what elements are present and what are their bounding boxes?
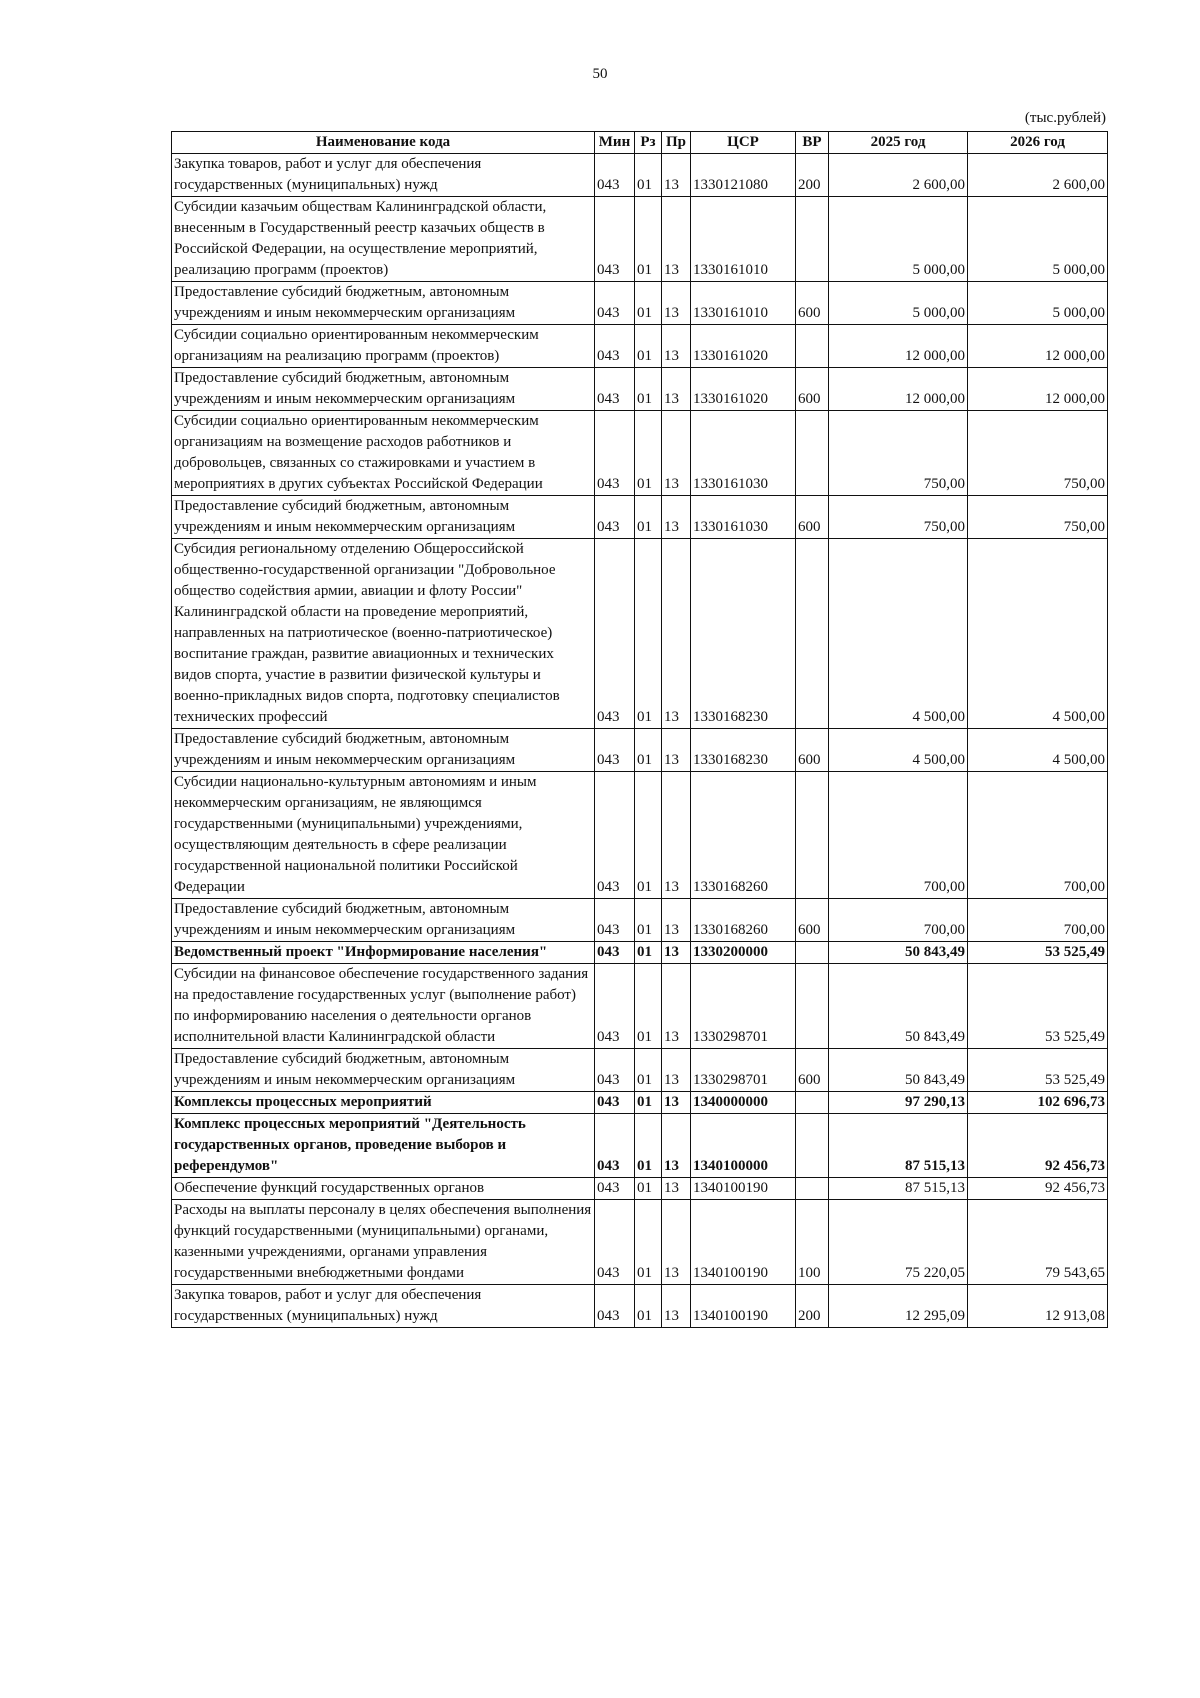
cell-rz: 01: [635, 772, 662, 899]
cell-name: Обеспечение функций государственных органов: [172, 1178, 595, 1200]
cell-csr: 1330161030: [691, 411, 796, 496]
cell-2026: 53 525,49: [968, 942, 1108, 964]
cell-min: 043: [595, 1092, 635, 1114]
cell-vr: [796, 325, 829, 368]
cell-rz: 01: [635, 154, 662, 197]
cell-csr: 1330168260: [691, 772, 796, 899]
cell-rz: 01: [635, 942, 662, 964]
cell-name: Закупка товаров, работ и услуг для обеспечения государственных (муниципальных) нужд: [172, 154, 595, 197]
cell-pr: 13: [662, 197, 691, 282]
cell-min: 043: [595, 772, 635, 899]
cell-2025: 97 290,13: [829, 1092, 968, 1114]
cell-2025: 700,00: [829, 899, 968, 942]
cell-name: Субсидии на финансовое обеспечение государственного задания на предоставление государственных услуг (выполнение работ) по информированию населения о деятельности органов исполнительной власти Калининградской области: [172, 964, 595, 1049]
cell-rz: 01: [635, 1114, 662, 1178]
cell-min: 043: [595, 899, 635, 942]
cell-csr: 1340100000: [691, 1114, 796, 1178]
cell-rz: 01: [635, 368, 662, 411]
cell-csr: 1330121080: [691, 154, 796, 197]
table-row: [172, 411, 1108, 496]
cell-2025: 700,00: [829, 772, 968, 899]
cell-vr: [796, 1092, 829, 1114]
cell-name: Комплексы процессных мероприятий: [172, 1092, 595, 1114]
cell-2025: 2 600,00: [829, 154, 968, 197]
cell-pr: 13: [662, 154, 691, 197]
cell-pr: 13: [662, 496, 691, 539]
cell-rz: 01: [635, 282, 662, 325]
cell-min: 043: [595, 539, 635, 729]
cell-name: Закупка товаров, работ и услуг для обеспечения государственных (муниципальных) нужд: [172, 1285, 595, 1328]
table-row: [172, 1092, 1108, 1114]
cell-name: Ведомственный проект "Информирование населения": [172, 942, 595, 964]
cell-csr: 1340100190: [691, 1178, 796, 1200]
cell-name: Предоставление субсидий бюджетным, автономным учреждениям и иным некоммерческим организациям: [172, 729, 595, 772]
cell-name: Субсидии социально ориентированным некоммерческим организациям на возмещение расходов работников и добровольцев, связанных со стажировками и участием в мероприятиях в других субъектах Российской Федерации: [172, 411, 595, 496]
cell-pr: 13: [662, 942, 691, 964]
cell-csr: 1330161030: [691, 496, 796, 539]
table-row: [172, 325, 1108, 368]
cell-name: Предоставление субсидий бюджетным, автономным учреждениям и иным некоммерческим организациям: [172, 282, 595, 325]
cell-name: Предоставление субсидий бюджетным, автономным учреждениям и иным некоммерческим организациям: [172, 368, 595, 411]
cell-2025: 87 515,13: [829, 1114, 968, 1178]
cell-vr: 600: [796, 729, 829, 772]
cell-2026: 750,00: [968, 496, 1108, 539]
cell-pr: 13: [662, 1200, 691, 1285]
cell-rz: 01: [635, 964, 662, 1049]
cell-vr: 200: [796, 154, 829, 197]
cell-min: 043: [595, 325, 635, 368]
cell-vr: 600: [796, 368, 829, 411]
cell-2026: 53 525,49: [968, 964, 1108, 1049]
cell-min: 043: [595, 1285, 635, 1328]
cell-csr: 1330161020: [691, 368, 796, 411]
header-pr: Пр: [662, 132, 691, 154]
table-row: [172, 496, 1108, 539]
header-2026: 2026 год: [968, 132, 1108, 154]
cell-min: 043: [595, 964, 635, 1049]
header-min: Мин: [595, 132, 635, 154]
cell-vr: 600: [796, 282, 829, 325]
cell-vr: [796, 1178, 829, 1200]
cell-csr: 1340000000: [691, 1092, 796, 1114]
cell-csr: 1330168230: [691, 539, 796, 729]
units-label: (тыс.рублей): [1024, 110, 1106, 126]
cell-rz: 01: [635, 1092, 662, 1114]
cell-2026: 5 000,00: [968, 282, 1108, 325]
cell-name: Субсидии национально-культурным автономиям и иным некоммерческим организациям, не являющимся государственными (муниципальными) учреждениями, осуществляющим деятельность в сфере реализации государственной национальной политики Российской Федерации: [172, 772, 595, 899]
cell-name: Субсидии казачьим обществам Калининградской области, внесенным в Государственный реестр казачьих обществ в Российской Федерации, на осуществление мероприятий, реализацию программ (проектов): [172, 197, 595, 282]
cell-vr: 200: [796, 1285, 829, 1328]
table-row: [172, 942, 1108, 964]
cell-csr: 1330200000: [691, 942, 796, 964]
cell-rz: 01: [635, 729, 662, 772]
table-row: [172, 729, 1108, 772]
cell-rz: 01: [635, 325, 662, 368]
table-row: [172, 1178, 1108, 1200]
cell-2026: 92 456,73: [968, 1114, 1108, 1178]
table-body: [172, 154, 1108, 1328]
cell-vr: [796, 772, 829, 899]
cell-pr: 13: [662, 1285, 691, 1328]
cell-vr: [796, 964, 829, 1049]
cell-rz: 01: [635, 1049, 662, 1092]
cell-min: 043: [595, 942, 635, 964]
cell-min: 043: [595, 729, 635, 772]
cell-min: 043: [595, 1200, 635, 1285]
cell-csr: 1330298701: [691, 1049, 796, 1092]
cell-2026: 102 696,73: [968, 1092, 1108, 1114]
cell-pr: 13: [662, 411, 691, 496]
cell-min: 043: [595, 411, 635, 496]
cell-csr: 1340100190: [691, 1200, 796, 1285]
table-row: [172, 368, 1108, 411]
table-row: [172, 1049, 1108, 1092]
cell-min: 043: [595, 197, 635, 282]
cell-2025: 750,00: [829, 411, 968, 496]
header-vr: ВР: [796, 132, 829, 154]
cell-2026: 12 913,08: [968, 1285, 1108, 1328]
cell-pr: 13: [662, 1049, 691, 1092]
cell-csr: 1330161020: [691, 325, 796, 368]
cell-pr: 13: [662, 1178, 691, 1200]
cell-2025: 12 000,00: [829, 325, 968, 368]
cell-vr: [796, 539, 829, 729]
cell-rz: 01: [635, 496, 662, 539]
cell-vr: 600: [796, 1049, 829, 1092]
cell-2026: 79 543,65: [968, 1200, 1108, 1285]
table-row: [172, 282, 1108, 325]
cell-min: 043: [595, 282, 635, 325]
cell-2026: 2 600,00: [968, 154, 1108, 197]
cell-pr: 13: [662, 899, 691, 942]
cell-csr: 1330168230: [691, 729, 796, 772]
cell-name: Расходы на выплаты персоналу в целях обеспечения выполнения функций государственными (муниципальными) органами, казенными учреждениями, органами управления государственными внебюджетными фондами: [172, 1200, 595, 1285]
cell-2026: 92 456,73: [968, 1178, 1108, 1200]
cell-rz: 01: [635, 1178, 662, 1200]
header-csr: ЦСР: [691, 132, 796, 154]
cell-vr: 600: [796, 899, 829, 942]
cell-vr: 600: [796, 496, 829, 539]
cell-2026: 53 525,49: [968, 1049, 1108, 1092]
cell-vr: [796, 942, 829, 964]
cell-min: 043: [595, 496, 635, 539]
cell-2026: 5 000,00: [968, 197, 1108, 282]
cell-2026: 700,00: [968, 772, 1108, 899]
table-row: [172, 1285, 1108, 1328]
cell-2025: 4 500,00: [829, 539, 968, 729]
cell-name: Субсидия региональному отделению Общероссийской общественно-государственной организации "Добровольное общество содействия армии, авиации и флоту России" Калининградской области на проведение мероприятий, направленных на патриотическое (военно-патриотическое) воспитание граждан, развитие авиационных и технических видов спорта, участие в развитии физической культуры и военно-прикладных видов спорта, подготовку специалистов технических профессий: [172, 539, 595, 729]
cell-min: 043: [595, 154, 635, 197]
cell-rz: 01: [635, 899, 662, 942]
cell-2026: 4 500,00: [968, 729, 1108, 772]
cell-rz: 01: [635, 1285, 662, 1328]
header-name: Наименование кода: [172, 132, 595, 154]
cell-csr: 1330161010: [691, 282, 796, 325]
cell-name: Предоставление субсидий бюджетным, автономным учреждениям и иным некоммерческим организациям: [172, 899, 595, 942]
cell-2025: 50 843,49: [829, 942, 968, 964]
cell-vr: [796, 411, 829, 496]
cell-vr: 100: [796, 1200, 829, 1285]
cell-2025: 50 843,49: [829, 964, 968, 1049]
cell-2026: 750,00: [968, 411, 1108, 496]
table-row: [172, 772, 1108, 899]
cell-2025: 75 220,05: [829, 1200, 968, 1285]
cell-2025: 87 515,13: [829, 1178, 968, 1200]
cell-pr: 13: [662, 729, 691, 772]
cell-pr: 13: [662, 964, 691, 1049]
cell-2025: 4 500,00: [829, 729, 968, 772]
cell-pr: 13: [662, 282, 691, 325]
cell-2025: 50 843,49: [829, 1049, 968, 1092]
page-number: 50: [592, 66, 608, 82]
cell-pr: 13: [662, 325, 691, 368]
table-header: [172, 132, 1108, 154]
cell-name: Комплекс процессных мероприятий "Деятельность государственных органов, проведение выборов и референдумов": [172, 1114, 595, 1178]
cell-rz: 01: [635, 197, 662, 282]
cell-min: 043: [595, 1049, 635, 1092]
cell-rz: 01: [635, 411, 662, 496]
cell-2026: 4 500,00: [968, 539, 1108, 729]
cell-pr: 13: [662, 539, 691, 729]
cell-min: 043: [595, 1114, 635, 1178]
cell-pr: 13: [662, 1092, 691, 1114]
cell-pr: 13: [662, 368, 691, 411]
cell-pr: 13: [662, 1114, 691, 1178]
cell-2025: 5 000,00: [829, 197, 968, 282]
cell-csr: 1330161010: [691, 197, 796, 282]
cell-rz: 01: [635, 1200, 662, 1285]
cell-2026: 12 000,00: [968, 325, 1108, 368]
cell-name: Предоставление субсидий бюджетным, автономным учреждениям и иным некоммерческим организациям: [172, 1049, 595, 1092]
cell-name: Предоставление субсидий бюджетным, автономным учреждениям и иным некоммерческим организациям: [172, 496, 595, 539]
cell-min: 043: [595, 368, 635, 411]
header-rz: Рз: [635, 132, 662, 154]
cell-vr: [796, 1114, 829, 1178]
cell-2025: 5 000,00: [829, 282, 968, 325]
cell-csr: 1330298701: [691, 964, 796, 1049]
cell-csr: 1340100190: [691, 1285, 796, 1328]
cell-2025: 750,00: [829, 496, 968, 539]
cell-csr: 1330168260: [691, 899, 796, 942]
table-row: [172, 964, 1108, 1049]
cell-2026: 12 000,00: [968, 368, 1108, 411]
cell-2026: 700,00: [968, 899, 1108, 942]
table-row: [172, 539, 1108, 729]
cell-2025: 12 000,00: [829, 368, 968, 411]
table-row: [172, 154, 1108, 197]
cell-pr: 13: [662, 772, 691, 899]
table-row: [172, 899, 1108, 942]
header-2025: 2025 год: [829, 132, 968, 154]
table-row: [172, 197, 1108, 282]
budget-table: [171, 131, 1108, 1328]
cell-2025: 12 295,09: [829, 1285, 968, 1328]
table-row: [172, 1200, 1108, 1285]
cell-name: Субсидии социально ориентированным некоммерческим организациям на реализацию программ (проектов): [172, 325, 595, 368]
cell-vr: [796, 197, 829, 282]
table-row: [172, 1114, 1108, 1178]
cell-rz: 01: [635, 539, 662, 729]
cell-min: 043: [595, 1178, 635, 1200]
